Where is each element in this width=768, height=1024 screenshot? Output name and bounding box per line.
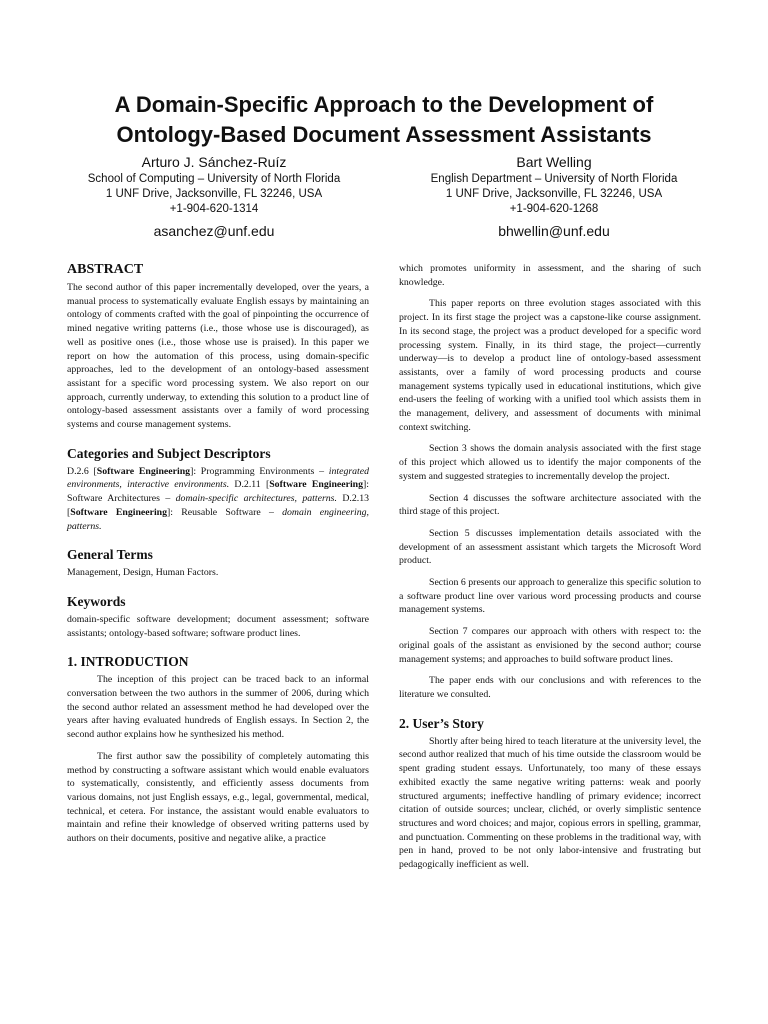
categories-heading: Categories and Subject Descriptors bbox=[67, 445, 271, 461]
intro-paragraph-5: Section 4 discusses the software architecture associated with the third stage of this project. bbox=[399, 492, 701, 518]
intro-paragraph-7: Section 6 presents our approach to generalize this specific solution to a software product line over various word processing products and course management systems. bbox=[399, 577, 701, 616]
author-address: 1 UNF Drive, Jacksonville, FL 32246, USA bbox=[105, 188, 323, 200]
author-block-2 bbox=[389, 153, 719, 241]
author-email: bhwellin@unf.edu bbox=[498, 223, 610, 239]
introduction-heading: 1. INTRODUCTION bbox=[67, 654, 189, 670]
keywords-heading: Keywords bbox=[67, 593, 126, 609]
right-column bbox=[399, 262, 701, 880]
paper-title bbox=[60, 90, 708, 150]
intro-paragraph-2: The first author saw the possibility of completely automating this method by constructing a software assistant which would enable evaluators to systematically, consistently, and efficiently assess documents from various domains, not just English essays, e.g., legal, governmental, medical, technical, et cetera. For instance, the assistant would enable evaluators to maintain and refine their knowledge of observed writing patterns used by authors on their documents, positive and negative alike, a practice bbox=[67, 750, 369, 845]
author-affiliation: School of Computing – University of North Florida bbox=[87, 173, 341, 185]
author-phone: +1-904-620-1314 bbox=[169, 203, 259, 215]
author-name: Bart Welling bbox=[516, 154, 592, 170]
author-phone: +1-904-620-1268 bbox=[509, 203, 599, 215]
intro-paragraph-3: This paper reports on three evolution stages associated with this project. In its first stage the project was a capstone-like course assignment. In its second stage, the project was a product developed for a specific word processing system. Finally, in its third stage, the project—currently underway—is to develop a product line of ontology-based assessment assistants, over a family of word processing products and course management systems typically used in educational institutions, which give end-users the feeling of working with a unified tool which assists them in the management, delivery, and assessment of documents with minimal context switching. bbox=[399, 298, 701, 433]
intro-paragraph-4: Section 3 shows the domain analysis associated with the first stage of this project which allowed us to identify the major components of the system and suggested strategies to incrementally develop the project. bbox=[399, 443, 701, 482]
intro-paragraph-6: Section 5 discusses implementation details associated with the development of an assessment assistant which targets the Microsoft Word product. bbox=[399, 527, 701, 567]
title-line-1: A Domain-Specific Approach to the Development of bbox=[114, 92, 654, 117]
users-story-paragraph-1: Shortly after being hired to teach literature at the university level, the second author realized that much of his time outside the classroom would be spent grading student essays. Unfortunately, too many of these essays exhibited exactly the same negative writing patterns: weak and poorly structured arguments; ineffective handling of primary evidence; incorrect citation of outside sources; unclear, clichéd, or overly simplistic sentence structures and word choices; and major, copious errors in spelling, grammar, and punctuation. Commenting on these problems in the traditional way, with pen in hand, proved to be not only labor-intensive and frustrating but pedagogically inefficient as well. bbox=[399, 735, 701, 871]
author-name: Arturo J. Sánchez-Ruíz bbox=[141, 154, 287, 170]
intro-paragraph-9: The paper ends with our conclusions and with references to the literature we consulted. bbox=[399, 675, 701, 700]
intro-paragraph-1: The inception of this project can be traced back to an informal conversation between the two authors in the summer of 2006, during which the second author related an assessment method he had developed over the years after having evaluated hundreds of English essays. In Section 2, the second author explains how he synthesized his method. bbox=[67, 674, 369, 741]
abstract-text: The second author of this paper incrementally developed, over the years, a manual process to systematically evaluate English essays by maintaining an ontology of comments crafted with the goal of pinpointing the occurrence of mined negative writing patterns (i.e., those whose use is discouraged), as well as positive ones (i.e., those whose use is praised). In this paper we report on how the automation of this process, using domain-specific approaches, led to the development of an ontology-based assessment assistant for a specific word processing system. We also report on our approach, currently underway, to extending this solution to a product line of ontology-based assessment assistants over a family of word processing systems and course management systems. bbox=[67, 282, 369, 431]
categories-text: D.2.6 [Software Engineering]: Programming Environments – integrated environments, interactive environments. D.2.11 [Software Engineering]: Software Architectures – domain-specific architectures, patterns. D.2.13 [Software Engineering]: Reusable Software – domain engineering, patterns. bbox=[67, 465, 370, 532]
author-block-1 bbox=[49, 153, 379, 241]
abstract-heading: ABSTRACT bbox=[67, 262, 144, 277]
general-terms-text: Management, Design, Human Factors. bbox=[67, 567, 219, 579]
author-email: asanchez@unf.edu bbox=[153, 223, 275, 239]
intro-paragraph-8: Section 7 compares our approach with others with respect to: the original goals of the assistant as envisioned by the second author; course management systems; and approaches to build software product lines. bbox=[399, 626, 701, 665]
author-address: 1 UNF Drive, Jacksonville, FL 32246, USA bbox=[445, 188, 663, 200]
intro-paragraph-2-continued: which promotes uniformity in assessment, and the sharing of such knowledge. bbox=[399, 263, 701, 288]
keywords-text: domain-specific software development; document assessment; software assistants; ontology-based software; software product lines. bbox=[67, 613, 369, 639]
left-column bbox=[67, 262, 369, 854]
author-affiliation: English Department – University of North Florida bbox=[430, 173, 678, 185]
title-line-2: Ontology-Based Document Assessment Assistants bbox=[116, 122, 652, 147]
general-terms-heading: General Terms bbox=[67, 547, 153, 563]
users-story-heading: 2. User’s Story bbox=[399, 715, 484, 731]
